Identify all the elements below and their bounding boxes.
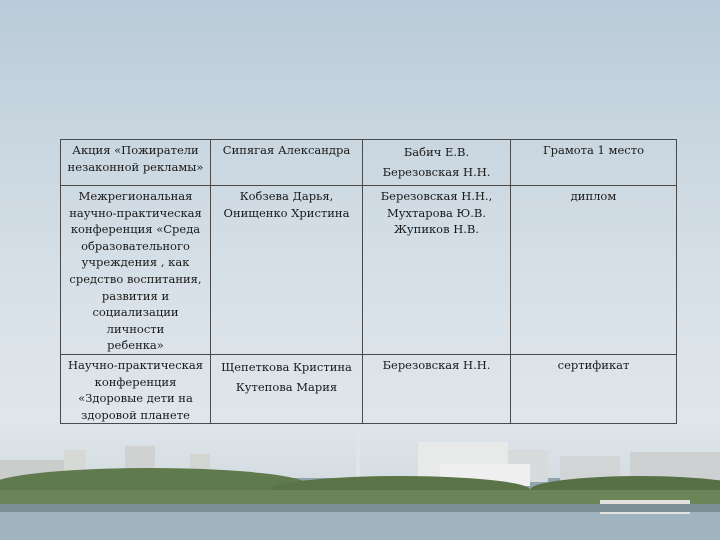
- result-cell: [511, 354, 677, 423]
- result: сертификат: [557, 357, 630, 372]
- supervisors-cell: [363, 354, 511, 423]
- supervisors: Березовская Н.Н.: [382, 357, 491, 372]
- participants-cell: [211, 140, 363, 186]
- table-row: [61, 186, 677, 355]
- event-cell: [61, 186, 211, 355]
- supervisors: Бабич Е.В. Березовская Н.Н.: [382, 145, 491, 179]
- event-name: Акция «Пожиратели незаконной рекламы»: [67, 143, 204, 174]
- participants-cell: [211, 186, 363, 355]
- result-cell: [511, 186, 677, 355]
- results-table: [60, 139, 677, 424]
- result: Грамота 1 место: [542, 143, 645, 157]
- result-cell: [511, 140, 677, 186]
- supervisors: Березовская Н.Н., Мухтарова Ю.В. Жупиков Н.В.: [380, 189, 493, 237]
- event-name: Межрегиональная научно-практическая конференция «Среда образовательного учреждения , как средство воспитания, развития и социализации личности ребенка»: [69, 189, 202, 353]
- event-name: Научно-практическая конференция «Здоровые дети на здоровой планете: [68, 357, 203, 422]
- city-skyline-background: [0, 420, 720, 540]
- participants: Кобзева Дарья, Онищенко Христина: [223, 189, 350, 220]
- table-row: [61, 354, 677, 423]
- participants: Сипягая Александра: [222, 143, 351, 157]
- table-row: [61, 140, 677, 186]
- participants: Щепеткова Кристина Кутепова Мария: [221, 359, 352, 394]
- event-cell: [61, 354, 211, 423]
- result: диплом: [570, 189, 617, 203]
- event-cell: [61, 140, 211, 186]
- participants-cell: [211, 354, 363, 423]
- supervisors-cell: [363, 140, 511, 186]
- supervisors-cell: [363, 186, 511, 355]
